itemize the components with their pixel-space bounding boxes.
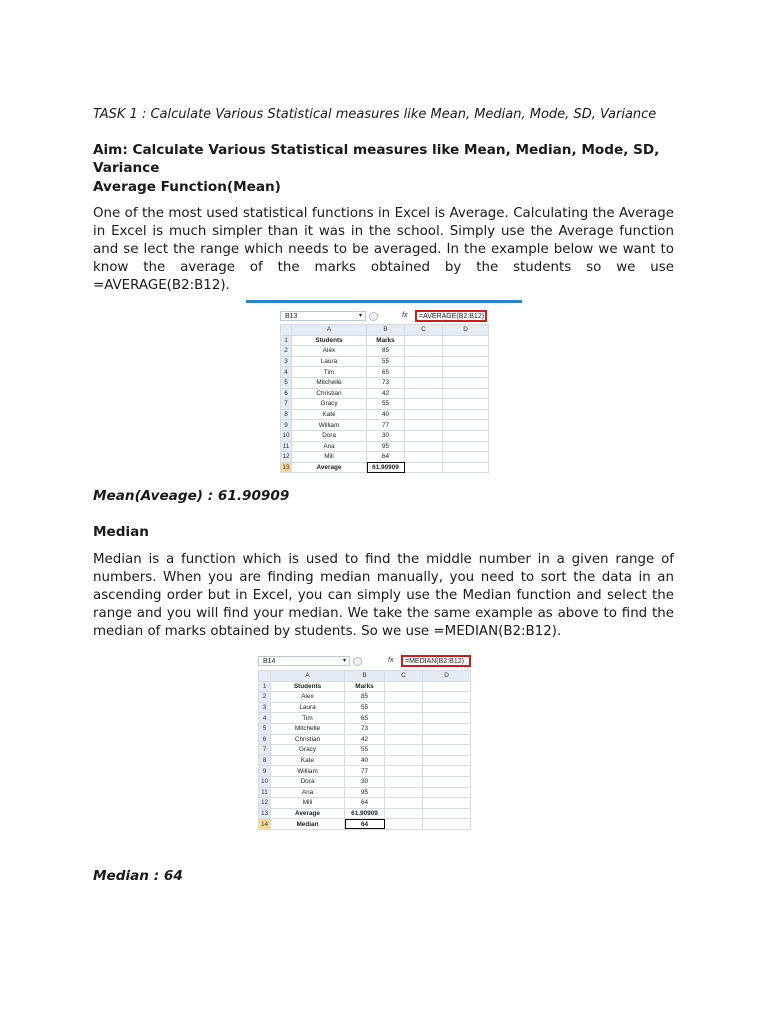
table-row [259,723,471,734]
average-paragraph: One of the most used statistical functions in Excel is Average. Calculating the Average in Excel is much simpler than it was in the school. Simply use the Average function and se lect the range which needs to be averaged. In the example below we want to know the average of the marks obtained by the students so we use =AVERAGE(B2:B12). [93,206,674,293]
cell-c[interactable] [405,356,443,367]
row-header[interactable]: 2 [259,692,271,703]
cell-c[interactable] [385,713,423,724]
table-row [281,356,489,367]
median-spreadsheet-image [256,654,474,840]
table-row [259,808,471,819]
select-all-corner[interactable] [281,325,292,336]
table-row [259,766,471,777]
cell-b[interactable]: 65 [367,367,405,378]
cell-c[interactable] [405,335,443,346]
table-row [281,367,489,378]
row-header[interactable]: 11 [259,787,271,798]
cell-c[interactable] [385,776,423,787]
cell-a[interactable]: Average [292,462,367,473]
row-header[interactable]: 7 [281,399,292,410]
cell-a[interactable]: Laura [292,356,367,367]
cell-b[interactable]: 55 [345,745,385,756]
cell-circle-icon [353,657,362,666]
table-row [281,441,489,452]
cell-d[interactable] [443,367,489,378]
cell-d[interactable] [443,356,489,367]
table-row [281,409,489,420]
cell-c[interactable] [385,745,423,756]
cell-d[interactable] [423,702,471,713]
cell-d[interactable] [423,692,471,703]
cell-c[interactable] [385,681,423,692]
cell-a[interactable]: Median [271,819,345,830]
cell-b[interactable]: 55 [367,356,405,367]
row-header[interactable]: 8 [281,409,292,420]
cell-c[interactable] [405,346,443,357]
column-header-1[interactable]: B [367,325,405,336]
table-row [281,335,489,346]
row-header[interactable]: 10 [259,776,271,787]
cell-d[interactable] [423,713,471,724]
table-row [259,745,471,756]
cell-d[interactable] [423,755,471,766]
cell-b[interactable]: 42 [367,388,405,399]
cell-c[interactable] [385,819,423,830]
table-row [281,377,489,388]
cell-d[interactable] [423,787,471,798]
cell-a[interactable]: Laura [271,702,345,713]
row-header[interactable]: 10 [282,432,290,440]
cell-b[interactable]: 85 [345,692,385,703]
table-row [259,734,471,745]
cell-b[interactable]: 55 [367,399,405,410]
cell-c[interactable] [405,409,443,420]
cell-d[interactable] [443,430,489,441]
cell-c[interactable] [385,734,423,745]
row-header[interactable]: 5 [281,377,292,388]
cell-a[interactable]: Mitchelle [271,723,345,734]
cell-c[interactable] [405,377,443,388]
cell-c[interactable] [385,702,423,713]
cell-a[interactable]: Kate [292,409,367,420]
row-header[interactable]: 13 [282,464,290,472]
cell-a[interactable]: Dora [271,776,345,787]
cell-a[interactable]: Average [271,808,345,819]
cell-d[interactable] [443,420,489,431]
cell-a[interactable]: Alex [292,346,367,357]
row-header[interactable]: 11 [281,441,292,452]
cell-a[interactable]: Tim [292,367,367,378]
column-header-1[interactable]: B [345,671,385,682]
cell-b[interactable]: 42 [345,734,385,745]
row-header[interactable]: 3 [281,356,292,367]
cell-a[interactable]: Mili [292,452,367,463]
cell-c[interactable] [385,755,423,766]
row-header[interactable]: 1 [281,335,292,346]
cell-b[interactable]: 55 [345,702,385,713]
spreadsheet-grid [258,670,471,830]
cell-d[interactable] [443,335,489,346]
cell-a[interactable]: Tim [271,713,345,724]
cell-a[interactable]: Mili [271,798,345,809]
cell-a[interactable]: Kate [271,755,345,766]
column-header-row [281,325,489,336]
cell-d[interactable] [443,462,489,473]
row-header[interactable]: 1 [259,681,271,692]
cell-c[interactable] [385,798,423,809]
cell-b[interactable]: 61.90909 [345,808,385,819]
cell-a[interactable]: Mitchelle [292,377,367,388]
table-row [281,399,489,410]
ribbon-edge [246,300,522,303]
cell-d[interactable] [443,377,489,388]
cell-a[interactable]: Dora [292,430,367,441]
table-row [281,420,489,431]
column-header-3[interactable]: D [423,671,471,682]
table-row [259,692,471,703]
name-box: B13 [280,311,366,321]
row-header[interactable]: 6 [259,734,271,745]
row-header[interactable]: 2 [281,346,292,357]
row-header[interactable]: 5 [259,723,271,734]
average-spreadsheet-image [246,300,522,476]
cell-b[interactable]: Marks [367,335,405,346]
table-row [281,388,489,399]
table-row [259,713,471,724]
cell-c[interactable] [405,388,443,399]
row-header[interactable]: 14 [259,819,271,830]
row-header[interactable]: 9 [259,766,271,777]
table-row [259,798,471,809]
cell-c[interactable] [405,399,443,410]
cell-b[interactable]: 40 [345,755,385,766]
cell-a[interactable]: Students [292,335,367,346]
dropdown-arrow-icon: ▾ [343,658,347,664]
table-row [281,452,489,463]
cell-c[interactable] [405,420,443,431]
cell-d[interactable] [443,388,489,399]
cell-d[interactable] [443,346,489,357]
cell-c[interactable] [385,692,423,703]
cell-b[interactable]: 77 [367,420,405,431]
cell-c[interactable] [405,441,443,452]
cell-b[interactable]: 95 [345,787,385,798]
cell-a[interactable]: Gracy [271,745,345,756]
cell-d[interactable] [423,819,471,830]
cell-c[interactable] [405,462,443,473]
cell-d[interactable] [423,798,471,809]
cell-c[interactable] [385,787,423,798]
table-row [259,681,471,692]
table-row [281,346,489,357]
mean-result: Mean(Aveage) : 61.90909 [93,488,290,504]
table-row [281,430,489,441]
row-header[interactable]: 6 [281,388,292,399]
task-title: TASK 1 : Calculate Various Statistical measures like Mean, Median, Mode, SD, Variance [93,107,657,122]
cell-b[interactable]: 73 [345,723,385,734]
row-header[interactable]: 12 [259,798,271,809]
cell-c[interactable] [405,367,443,378]
average-heading: Average Function(Mean) [93,179,281,195]
cell-circle-icon [369,312,378,321]
table-row [259,819,471,830]
cell-a[interactable]: Students [271,681,345,692]
spreadsheet-grid [280,324,489,473]
cell-c[interactable] [405,452,443,463]
fx-icon: fx [388,657,394,664]
cell-d[interactable] [443,399,489,410]
cell-d[interactable] [423,766,471,777]
column-header-3[interactable]: D [443,325,489,336]
median-paragraph: Median is a function which is used to find the middle number in a given range of numbers. When you are finding median manually, you need to sort the data in an ascending order but in Excel, you can simply use the Median function and select the range and you will find your median. We take the same example as above to find the median of marks obtained by students. So we use =MEDIAN(B2:B12). [93,552,674,639]
cell-d[interactable] [423,734,471,745]
cell-b[interactable]: 95 [367,441,405,452]
cell-d[interactable] [443,409,489,420]
row-header[interactable]: 3 [259,702,271,713]
row-header[interactable]: 4 [259,713,271,724]
cell-a[interactable]: Christian [271,734,345,745]
table-row [259,787,471,798]
cell-d[interactable] [423,681,471,692]
select-all-corner[interactable] [259,671,271,682]
cell-c[interactable] [385,808,423,819]
cell-b[interactable]: 61.90909 [367,462,405,473]
cell-b[interactable]: 30 [367,430,405,441]
formula-bar [280,311,522,322]
cell-b[interactable]: 64 [367,452,405,463]
cell-d[interactable] [423,745,471,756]
cell-c[interactable] [385,766,423,777]
row-header[interactable]: 13 [259,808,271,819]
cell-b[interactable]: 30 [345,776,385,787]
cell-d[interactable] [443,441,489,452]
cell-c[interactable] [405,430,443,441]
cell-d[interactable] [443,452,489,463]
cell-b[interactable]: Marks [345,681,385,692]
row-header[interactable]: 4 [281,367,292,378]
cell-d[interactable] [423,776,471,787]
name-box: B14 [258,656,350,666]
row-header[interactable]: 9 [281,420,292,431]
cell-d[interactable] [423,808,471,819]
median-result: Median : 64 [93,868,183,884]
cell-b[interactable]: 65 [345,713,385,724]
cell-b[interactable]: 40 [367,409,405,420]
table-row [281,462,489,473]
column-header-row [259,671,471,682]
cell-b[interactable]: 64 [345,819,385,830]
column-header-2[interactable]: C [405,325,443,336]
cell-a[interactable]: Ana [271,787,345,798]
column-header-0[interactable]: A [292,325,367,336]
cell-a[interactable]: William [271,766,345,777]
cell-b[interactable]: 73 [367,377,405,388]
row-header[interactable]: 12 [282,453,290,461]
aim-heading: Aim: Calculate Various Statistical measures like Mean, Median, Mode, SD, Variance [93,142,660,176]
cell-d[interactable] [423,723,471,734]
table-row [259,776,471,787]
cell-b[interactable]: 85 [367,346,405,357]
column-header-0[interactable]: A [271,671,345,682]
dropdown-arrow-icon: ▾ [359,313,363,319]
formula-input: =AVERAGE(B2:B12) [415,310,487,322]
cell-b[interactable]: 77 [345,766,385,777]
cell-a[interactable]: Christian [292,388,367,399]
formula-input: =MEDIAN(B2:B12) [401,655,471,667]
row-header[interactable]: 8 [259,755,271,766]
cell-a[interactable]: Alex [271,692,345,703]
median-heading: Median [93,524,149,540]
fx-icon: fx [402,312,408,319]
row-header[interactable]: 7 [259,745,271,756]
cell-a[interactable]: Gracy [292,399,367,410]
cell-c[interactable] [385,723,423,734]
cell-a[interactable]: Ana [292,441,367,452]
cell-a[interactable]: William [292,420,367,431]
cell-b[interactable]: 64 [345,798,385,809]
column-header-2[interactable]: C [385,671,423,682]
formula-bar [258,656,474,667]
table-row [259,755,471,766]
table-row [259,702,471,713]
